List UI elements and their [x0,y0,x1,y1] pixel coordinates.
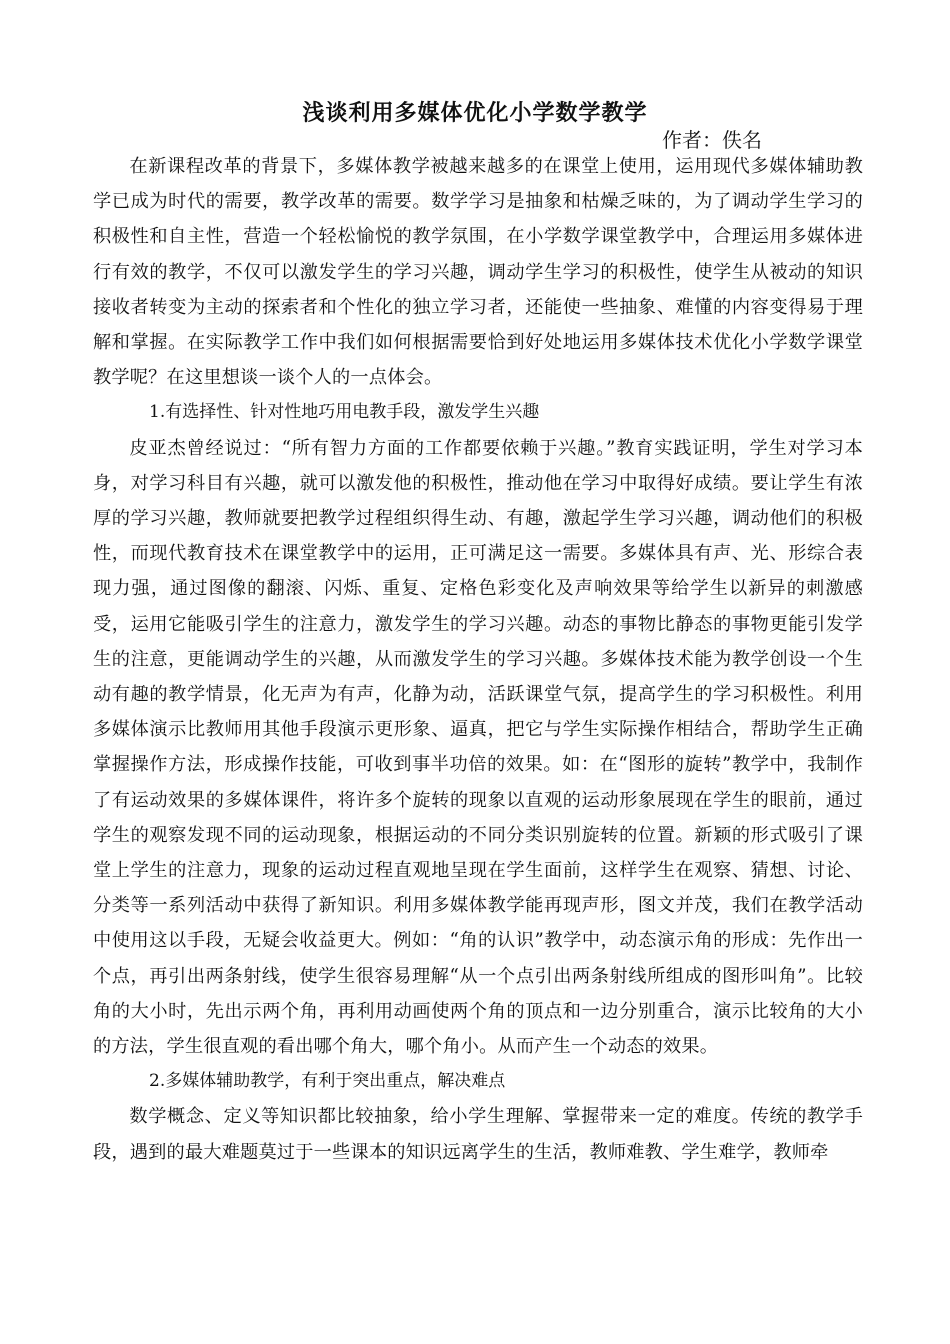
document-body [93,149,863,1170]
section1-paragraph: 皮亚杰曾经说过：“所有智力方面的工作都要依赖于兴趣。”教育实践证明，学生对学习本身，对学习科目有兴趣，就可以激发他的积极性，推动他在学习中取得好成绩。要让学生有浓厚的学习兴趣，教师就要把教学过程组织得生动、有趣，激起学生学习兴趣，调动他们的积极性，而现代教育技术在课堂教学中的运用，正可满足这一需要。多媒体具有声、光、形综合表现力强，通过图像的翻滚、闪烁、重复、定格色彩变化及声响效果等给学生以新异的刺激感受，运用它能吸引学生的注意力，激发学生的学习兴趣。动态的事物比静态的事物更能引发学生的注意，更能调动学生的兴趣，从而激发学生的学习兴趣。多媒体技术能为教学创设一个生动有趣的教学情景，化无声为有声，化静为动，活跃课堂气氛，提高学生的学习积极性。利用多媒体演示比教师用其他手段演示更形象、逼真，把它与学生实际操作相结合，帮助学生正确掌握操作方法，形成操作技能，可收到事半功倍的效果。如：在“图形的旋转”教学中，我制作了有运动效果的多媒体课件，将许多个旋转的现象以直观的运动形象展现在学生的眼前，通过学生的观察发现不同的运动现象，根据运动的不同分类识别旋转的位置。新颖的形式吸引了课堂上学生的注意力，现象的运动过程直观地呈现在学生面前，这样学生在观察、猜想、讨论、分类等一系列活动中获得了新知识。利用多媒体教学能再现声形，图文并茂，我们在教学活动中使用这以手段，无疑会收益更大。例如：“角的认识”教学中，动态演示角的形成：先作出一个点，再引出两条射线，使学生很容易理解“从一个点引出两条射线所组成的图形叫角”。比较角的大小时，先出示两个角，再利用动画使两个角的顶点和一边分别重合，演示比较角的大小的方法，学生很直观的看出哪个角大，哪个角小。从而产生一个动态的效果。 [93,437,863,1058]
document-title: 浅谈利用多媒体优化小学数学教学 [302,101,648,126]
section2-heading: 2.多媒体辅助教学，有利于突出重点，解决难点 [149,1071,506,1092]
section1-heading: 1.有选择性、针对性地巧用电教手段，激发学生兴趣 [149,402,540,423]
intro-paragraph: 在新课程改革的背景下，多媒体教学被越来越多的在课堂上使用，运用现代多媒体辅助教学已成为时代的需要，教学改革的需要。数学学习是抽象和枯燥乏味的，为了调动学生学习的积极性和自主性，营造一个轻松愉悦的教学氛围，在小学数学课堂教学中，合理运用多媒体进行有效的教学，不仅可以激发学生的学习兴趣，调动学生学习的积极性，使学生从被动的知识接收者转变为主动的探索者和个性化的独立学习者，还能使一些抽象、难懂的内容变得易于理解和掌握。在实际教学工作中我们如何根据需要恰到好处地运用多媒体技术优化小学数学课堂教学呢？在这里想谈一谈个人的一点体会。 [93,156,863,389]
section2-paragraph: 数学概念、定义等知识都比较抽象，给小学生理解、掌握带来一定的难度。传统的教学手段，遇到的最大难题莫过于一些课本的知识远离学生的生活，教师难教、学生难学，教师牵 [93,1106,863,1163]
document-author: 作者：佚名 [662,128,762,152]
